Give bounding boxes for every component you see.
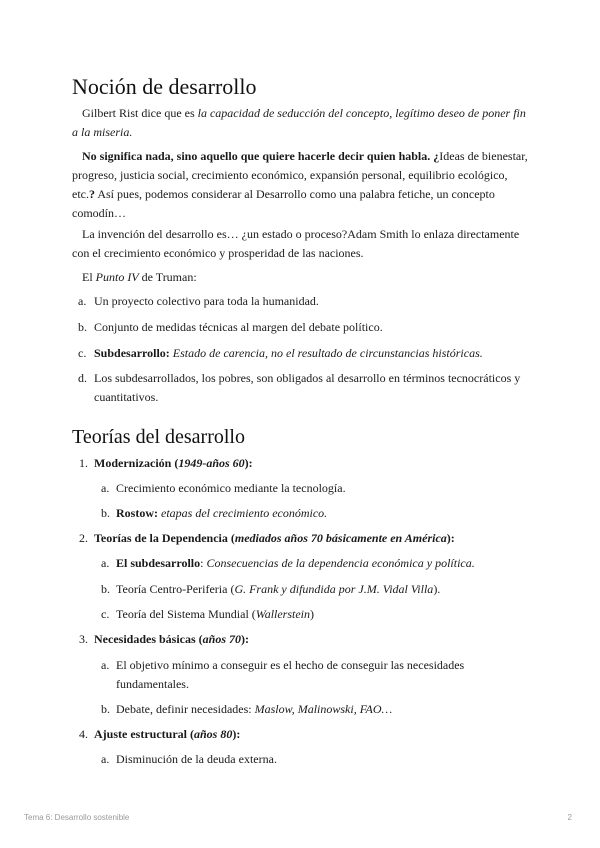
sub-item xyxy=(72,605,530,624)
sub-plain: Teoría del Sistema Mundial ( xyxy=(116,607,256,621)
sub-marker: c. xyxy=(101,607,110,621)
teoria-title-text: Necesidades básicas ( xyxy=(94,632,203,646)
sub-item xyxy=(72,656,530,694)
truman-pre: El xyxy=(82,270,96,284)
sub-item xyxy=(72,504,530,523)
sub-item xyxy=(72,479,530,498)
significado-bold: No significa nada, sino aquello que quiere hacerle decir quien habla. ¿ xyxy=(82,149,440,163)
list-marker: c. xyxy=(78,346,87,360)
sub-italic: G. Frank y difundida por J.M. Vidal Villa xyxy=(234,582,434,596)
page-number: 2 xyxy=(567,813,572,822)
list-item xyxy=(72,344,530,363)
list-marker: d. xyxy=(78,371,87,385)
teoria-number: 2. xyxy=(79,531,88,545)
sub-item xyxy=(72,580,530,599)
truman-post: de Truman: xyxy=(138,270,197,284)
teoria-title-end: ): xyxy=(232,727,241,741)
sub-marker: a. xyxy=(101,752,110,766)
sub-marker: b. xyxy=(101,506,110,520)
sub-marker: a. xyxy=(101,481,110,495)
teoria-item xyxy=(72,454,530,473)
sub-item xyxy=(72,554,530,573)
section-title-teorias: Teorías del desarrollo xyxy=(72,426,245,448)
paragraph-significado xyxy=(72,147,530,223)
teoria-title-end: ): xyxy=(446,531,455,545)
sub-plain: Debate, definir necesidades: xyxy=(116,702,255,716)
sub-italic: etapas del crecimiento económico. xyxy=(161,506,328,520)
question-mark: ? xyxy=(89,187,95,201)
teoria-title xyxy=(94,725,530,744)
teoria-title-period: años 80 xyxy=(193,727,233,741)
list-text: Un proyecto colectivo para toda la humanidad. xyxy=(94,294,319,308)
teoria-title-end: ): xyxy=(244,456,253,470)
list-item xyxy=(72,318,530,337)
sub-end: ) xyxy=(310,607,315,621)
teoria-title-text: Ajuste estructural ( xyxy=(94,727,194,741)
sub-marker: a. xyxy=(101,556,110,570)
list-text: Los subdesarrollados, los pobres, son obligados al desarrollo en términos tecnocráticos y cuantitativos. xyxy=(94,371,521,404)
sub-end: ). xyxy=(433,582,441,596)
paragraph-truman xyxy=(72,268,530,287)
sub-text: Disminución de la deuda externa. xyxy=(116,752,277,766)
teoria-item xyxy=(72,630,530,649)
significado-ideas: Ideas de bienestar, progreso, justicia social, crecimiento económico, expansión personal, equilibrio ecológico, etc. xyxy=(72,149,528,201)
teoria-item xyxy=(72,529,530,548)
list-bold: Subdesarrollo: xyxy=(94,346,170,360)
teoria-title-end: ): xyxy=(241,632,250,646)
sub-italic: Wallerstein xyxy=(255,607,311,621)
sub-item xyxy=(72,700,530,719)
teoria-title-period: mediados años 70 básicamente en América xyxy=(234,531,447,545)
sub-plain: : xyxy=(200,556,207,570)
teoria-title-text: Modernización ( xyxy=(94,456,179,470)
sub-bold: El subdesarrollo xyxy=(116,556,201,570)
truman-punto: Punto IV xyxy=(95,270,139,284)
sub-italic: Consecuencias de la dependencia económica y política. xyxy=(206,556,475,570)
paragraph-rist xyxy=(72,104,530,142)
teoria-title-period: años 70 xyxy=(202,632,242,646)
sub-bold: Rostow: xyxy=(116,506,158,520)
list-item xyxy=(72,369,530,407)
teoria-title xyxy=(94,630,530,649)
teoria-item xyxy=(72,725,530,744)
teoria-number: 1. xyxy=(79,456,88,470)
sub-text: El objetivo mínimo a conseguir es el hecho de conseguir las necesidades fundamentales. xyxy=(116,658,465,691)
teoria-number: 3. xyxy=(79,632,88,646)
paragraph-invencion: La invención del desarrollo es… ¿un estado o proceso?Adam Smith lo enlaza directamente con el crecimiento económico y prosperidad de las naciones. xyxy=(72,227,520,260)
list-item xyxy=(72,292,530,311)
footer-title: Tema 6: Desarrollo sostenible xyxy=(24,813,130,822)
sub-marker: b. xyxy=(101,702,110,716)
list-marker: a. xyxy=(78,294,87,308)
sub-marker: b. xyxy=(101,582,110,596)
sub-marker: a. xyxy=(101,658,110,672)
teoria-title-period: 1949-años 60 xyxy=(178,456,245,470)
teoria-number: 4. xyxy=(79,727,88,741)
section-title-nocion: Noción de desarrollo xyxy=(72,74,257,99)
teoria-title-text: Teorías de la Dependencia ( xyxy=(94,531,235,545)
rist-quote: la capacidad de seducción del concepto, legítimo deseo de poner fin a la miseria. xyxy=(72,106,526,139)
sub-italic: Maslow, Malinowski, FAO… xyxy=(254,702,393,716)
teoria-title xyxy=(94,454,530,473)
list-italic: Estado de carencia, no el resultado de circunstancias históricas. xyxy=(172,346,483,360)
significado-after: Así pues, podemos considerar al Desarrollo como una palabra fetiche, un concepto comodín… xyxy=(72,187,495,220)
list-marker: b. xyxy=(78,320,87,334)
list-text: Conjunto de medidas técnicas al margen del debate político. xyxy=(94,320,383,334)
teoria-title xyxy=(94,529,530,548)
sub-item xyxy=(72,750,530,769)
rist-text: Gilbert Rist dice que es xyxy=(82,106,198,120)
sub-text: Crecimiento económico mediante la tecnología. xyxy=(116,481,346,495)
sub-plain: Teoría Centro-Periferia ( xyxy=(116,582,235,596)
